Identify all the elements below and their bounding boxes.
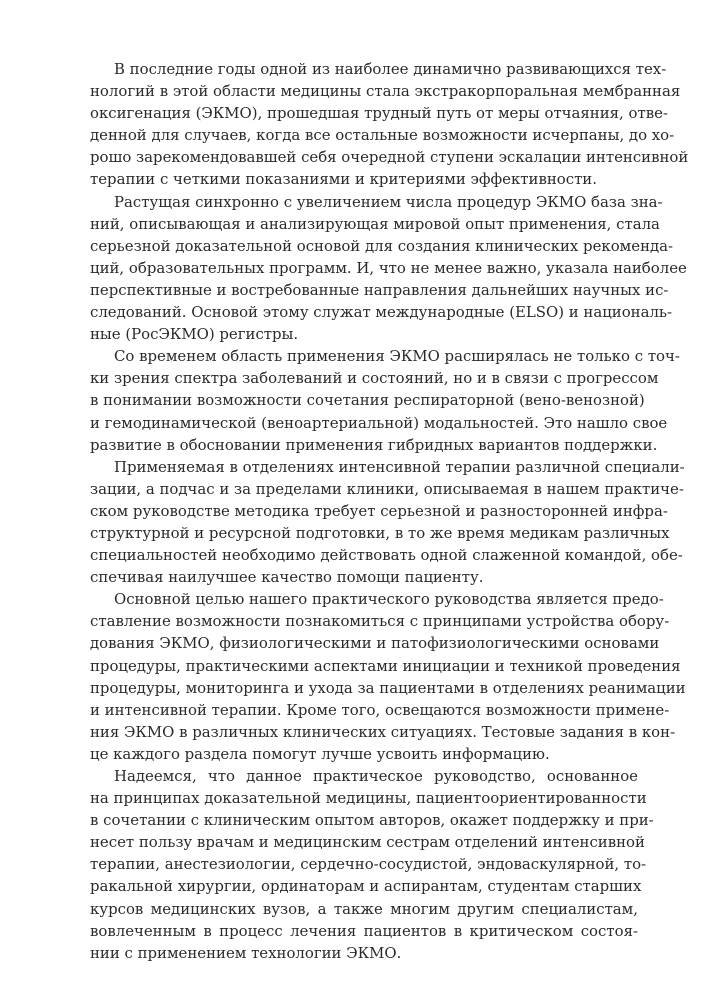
- text-line: процедуры, мониторинга и ухода за пациентами в отделениях реанимации: [90, 678, 686, 697]
- text-line: В последние годы одной из наиболее динамично развивающихся тех-: [114, 60, 667, 78]
- text-line: ные (РосЭКМО) регистры.: [90, 325, 299, 344]
- text-line: нии с применением технологии ЭКМО.: [90, 943, 402, 962]
- paragraph: [66, 456, 685, 589]
- text-line: ском руководстве методика требует серьезной и разносторонней инфра-: [90, 501, 668, 520]
- text-line: ки зрения спектра заболеваний и состояний, но и в связи с прогрессом: [90, 369, 659, 388]
- paragraph: [66, 345, 680, 455]
- text-line: рошо зарекомендовавшей себя очередной ступени эскалации интенсивной: [90, 148, 689, 167]
- text-line: ния ЭКМО в различных клинических ситуациях. Тестовые задания в кон-: [90, 722, 676, 741]
- text-line: оксигенация (ЭКМО), прошедшая трудный путь от меры отчаяния, отве-: [90, 104, 668, 123]
- text-line: развитие в обосновании применения гибридных вариантов поддержки.: [90, 435, 658, 454]
- text-line: следований. Основой этому служат международные (ELSO) и националь-: [90, 303, 673, 322]
- text-line: Со временем область применения ЭКМО расширялась не только с точ-: [114, 347, 680, 366]
- text-line: специальностей необходимо действовать одной слаженной командой, обе-: [90, 546, 683, 565]
- text-line: в понимании возможности сочетания респираторной (вено-венозной): [90, 391, 645, 410]
- text-line: и гемодинамической (веноартериальной) модальностей. Это нашло свое: [90, 413, 668, 432]
- text-line: Надеемся, что данное практическое руководство, основанное: [114, 767, 638, 785]
- text-line: ций, образовательных программ. И, что не менее важно, указала наиболее: [90, 258, 687, 277]
- text-line: спечивая наилучшее качество помощи пациенту.: [90, 568, 484, 587]
- text-line: структурной и ресурсной подготовки, в то же время медикам различных: [90, 523, 670, 542]
- paragraph: [66, 191, 687, 346]
- paragraph: [66, 588, 686, 765]
- text-line: курсов медицинских вузов, а также многим другим специалистам,: [90, 899, 638, 918]
- text-line: зации, а подчас и за пределами клиники, описываемая в нашем практиче-: [90, 479, 684, 498]
- text-line: дования ЭКМО, физиологическими и патофизиологическими основами: [90, 634, 660, 653]
- paragraph: [66, 58, 689, 191]
- text-line: ний, описывающая и анализирующая мировой опыт применения, стала: [90, 214, 660, 233]
- text-line: Применяемая в отделениях интенсивной терапии различной специали-: [114, 457, 685, 476]
- text-line: и интенсивной терапии. Кроме того, освещаются возможности примене-: [90, 700, 670, 719]
- text-line: в сочетании с клиническим опытом авторов, окажет поддержку и при-: [90, 811, 654, 830]
- text-line: процедуры, практическими аспектами инициации и техникой проведения: [90, 656, 681, 675]
- text-line: Основной целью нашего практического руководства является предо-: [114, 590, 664, 609]
- text-line: нологий в этой области медицины стала экстракорпоральная мембранная: [90, 82, 681, 101]
- text-line: перспективные и востребованные направления дальнейших научных ис-: [90, 280, 669, 299]
- text-line: вовлеченным в процесс лечения пациентов в критическом состоя-: [90, 921, 638, 940]
- paragraph: [66, 765, 654, 964]
- text-line: це каждого раздела помогут лучше усвоить информацию.: [90, 744, 550, 763]
- text-line: на принципах доказательной медицины, пациентоориентированности: [90, 789, 647, 808]
- text-line: терапии, анестезиологии, сердечно-сосудистой, эндоваскулярной, то-: [90, 855, 647, 874]
- text-line: терапии с четкими показаниями и критериями эффективности.: [90, 170, 597, 189]
- text-line: серьезной доказательной основой для создания клинических рекоменда-: [90, 236, 674, 255]
- text-line: ракальной хирургии, ординаторам и аспирантам, студентам старших: [90, 877, 642, 896]
- text-line: Растущая синхронно с увеличением числа процедур ЭКМО база зна-: [114, 192, 663, 211]
- text-line: денной для случаев, когда все остальные возможности исчерпаны, до хо-: [90, 126, 675, 145]
- text-line: несет пользу врачам и медицинским сестрам отделений интенсивной: [90, 833, 645, 852]
- text-line: ставление возможности познакомиться с принципами устройства обору-: [90, 612, 670, 631]
- body-text: [66, 58, 689, 964]
